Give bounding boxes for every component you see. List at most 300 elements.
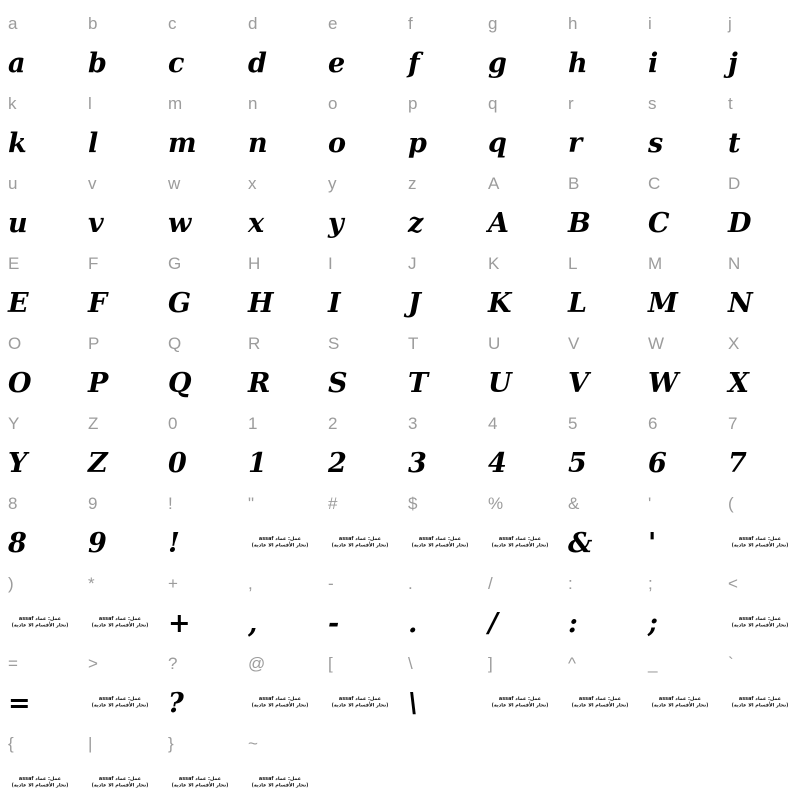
glyph-cell — [720, 80, 800, 160]
reference-char: d — [248, 14, 258, 33]
glyph-cell — [80, 80, 160, 160]
missing-glyph-watermark — [727, 696, 793, 709]
missing-glyph-watermark — [7, 616, 73, 629]
glyph-cell — [0, 320, 80, 400]
font-glyph: Y — [8, 448, 28, 479]
glyph-row — [0, 720, 800, 800]
watermark-line2: (تحار الأقسام الا عادية) — [171, 782, 229, 789]
glyph-cell — [320, 480, 400, 560]
glyph-cell — [320, 160, 400, 240]
glyph-cell — [160, 400, 240, 480]
reference-char: 6 — [648, 414, 658, 433]
glyph-row — [0, 0, 800, 80]
reference-char: p — [408, 94, 418, 113]
font-glyph: L — [568, 288, 587, 319]
font-glyph: i — [648, 48, 659, 79]
font-glyph: x — [248, 208, 265, 239]
reference-char: t — [728, 94, 733, 113]
reference-char: 1 — [248, 414, 258, 433]
glyph-cell — [720, 320, 800, 400]
font-glyph: z — [408, 208, 424, 239]
reference-char: G — [168, 254, 182, 273]
font-glyph: ' — [648, 528, 657, 559]
font-glyph: 8 — [8, 528, 27, 559]
glyph-cell — [80, 240, 160, 320]
reference-char: q — [488, 94, 498, 113]
glyph-cell — [480, 640, 560, 720]
font-glyph: b — [88, 48, 107, 79]
reference-char: h — [568, 14, 578, 33]
reference-char: $ — [408, 494, 418, 513]
font-glyph: A — [488, 208, 509, 239]
glyph-row — [0, 320, 800, 400]
glyph-row — [0, 560, 800, 640]
glyph-cell — [0, 720, 80, 800]
watermark-line1: عمل: عماد assaf — [338, 696, 382, 702]
reference-char: W — [648, 334, 665, 353]
reference-char: ) — [8, 574, 14, 593]
glyph-cell — [0, 80, 80, 160]
reference-char: ] — [488, 654, 493, 673]
missing-glyph-watermark — [727, 536, 793, 549]
watermark-line1: عمل: عماد assaf — [498, 536, 542, 542]
reference-char: C — [648, 174, 661, 193]
reference-char: M — [648, 254, 663, 273]
glyph-cell — [560, 400, 640, 480]
missing-glyph-watermark — [247, 776, 313, 789]
missing-glyph-watermark — [727, 616, 793, 629]
watermark-line2: (تحار الأقسام الا عادية) — [91, 782, 149, 789]
reference-char: I — [328, 254, 333, 273]
glyph-cell — [240, 240, 320, 320]
watermark-line1: عمل: عماد assaf — [18, 776, 62, 782]
reference-char: - — [328, 574, 334, 593]
reference-char: R — [248, 334, 261, 353]
glyph-cell — [560, 240, 640, 320]
reference-char: m — [168, 94, 183, 113]
reference-char: : — [568, 574, 573, 593]
reference-char: e — [328, 14, 338, 33]
reference-char: a — [8, 14, 18, 33]
font-glyph: p — [408, 128, 427, 159]
reference-char: ; — [648, 574, 653, 593]
watermark-line2: (تحار الأقسام الا عادية) — [651, 702, 709, 709]
reference-char: o — [328, 94, 338, 113]
glyph-cell — [480, 400, 560, 480]
watermark-line1: عمل: عماد assaf — [658, 696, 702, 702]
font-glyph: ! — [168, 528, 180, 559]
font-glyph: P — [88, 368, 109, 399]
glyph-cell — [240, 160, 320, 240]
missing-glyph-watermark — [87, 616, 153, 629]
glyph-cell — [480, 240, 560, 320]
reference-char: Z — [88, 414, 99, 433]
glyph-cell — [240, 640, 320, 720]
glyph-cell — [640, 560, 720, 640]
reference-char: * — [88, 574, 95, 593]
reference-char: u — [8, 174, 18, 193]
reference-char: @ — [248, 654, 266, 673]
reference-char: Y — [8, 414, 20, 433]
font-glyph: S — [328, 368, 348, 399]
glyph-cell — [160, 0, 240, 80]
reference-char: V — [568, 334, 580, 353]
font-glyph: y — [328, 208, 344, 239]
reference-char: S — [328, 334, 340, 353]
font-glyph: H — [248, 288, 274, 319]
glyph-cell — [160, 320, 240, 400]
font-glyph: X — [728, 368, 749, 399]
font-glyph: C — [648, 208, 670, 239]
font-glyph: h — [568, 48, 588, 79]
reference-char: 0 — [168, 414, 178, 433]
reference-char: \ — [408, 654, 413, 673]
font-glyph: I — [328, 288, 341, 319]
font-glyph: / — [488, 608, 498, 639]
glyph-cell — [720, 560, 800, 640]
glyph-row — [0, 80, 800, 160]
glyph-cell — [560, 320, 640, 400]
reference-char: ^ — [568, 654, 576, 673]
font-glyph: F — [88, 288, 108, 319]
font-glyph: 5 — [568, 448, 587, 479]
font-glyph: : — [568, 608, 578, 639]
watermark-line1: عمل: عماد assaf — [98, 616, 142, 622]
reference-char: } — [168, 734, 174, 753]
glyph-cell — [480, 80, 560, 160]
reference-char: E — [8, 254, 20, 273]
reference-char: + — [168, 574, 178, 593]
font-glyph: n — [248, 128, 268, 159]
reference-char: ( — [728, 494, 734, 513]
glyph-cell — [480, 320, 560, 400]
reference-char: 8 — [8, 494, 18, 513]
glyph-cell — [0, 240, 80, 320]
missing-glyph-watermark — [327, 696, 393, 709]
glyph-cell — [0, 560, 80, 640]
font-glyph: 3 — [408, 448, 427, 479]
reference-char: L — [568, 254, 578, 273]
font-glyph: & — [568, 528, 593, 559]
font-glyph: v — [88, 208, 104, 239]
missing-glyph-watermark — [487, 696, 553, 709]
font-glyph: ; — [648, 608, 658, 639]
watermark-line1: عمل: عماد assaf — [738, 696, 782, 702]
reference-char: ` — [728, 654, 734, 673]
font-glyph: u — [8, 208, 28, 239]
glyph-cell — [240, 720, 320, 800]
reference-char: { — [8, 734, 14, 753]
watermark-line1: عمل: عماد assaf — [418, 536, 462, 542]
font-glyph: E — [8, 288, 29, 319]
glyph-cell — [400, 640, 480, 720]
missing-glyph-watermark — [327, 536, 393, 549]
watermark-line2: (تحار الأقسام الا عادية) — [251, 782, 309, 789]
glyph-cell — [720, 480, 800, 560]
glyph-cell — [720, 0, 800, 80]
glyph-cell — [240, 400, 320, 480]
glyph-cell — [640, 480, 720, 560]
font-glyph: O — [8, 368, 32, 399]
reference-char: | — [88, 734, 93, 753]
watermark-line2: (تحار الأقسام الا عادية) — [411, 542, 469, 549]
watermark-line1: عمل: عماد assaf — [738, 616, 782, 622]
glyph-row — [0, 480, 800, 560]
glyph-cell — [160, 80, 240, 160]
glyph-cell — [80, 400, 160, 480]
glyph-cell — [0, 160, 80, 240]
font-glyph: U — [488, 368, 512, 399]
reference-char: B — [568, 174, 580, 193]
missing-glyph-watermark — [87, 696, 153, 709]
font-glyph: B — [568, 208, 591, 239]
glyph-cell — [160, 720, 240, 800]
glyph-cell — [640, 240, 720, 320]
glyph-cell — [640, 320, 720, 400]
font-glyph: T — [408, 368, 429, 399]
watermark-line1: عمل: عماد assaf — [498, 696, 542, 702]
watermark-line2: (تحار الأقسام الا عادية) — [731, 622, 789, 629]
font-glyph: Z — [88, 448, 108, 479]
reference-char: z — [408, 174, 417, 193]
glyph-cell — [640, 80, 720, 160]
reference-char: ~ — [248, 734, 258, 753]
reference-char: n — [248, 94, 258, 113]
glyph-cell — [160, 160, 240, 240]
reference-char: l — [88, 94, 92, 113]
glyph-cell — [480, 0, 560, 80]
glyph-cell — [320, 400, 400, 480]
watermark-line1: عمل: عماد assaf — [18, 616, 62, 622]
font-glyph: K — [488, 288, 512, 319]
watermark-line1: عمل: عماد assaf — [338, 536, 382, 542]
reference-char: F — [88, 254, 99, 273]
glyph-cell — [320, 560, 400, 640]
glyph-cell — [80, 480, 160, 560]
glyph-cell — [320, 320, 400, 400]
glyph-cell — [320, 240, 400, 320]
font-glyph: 0 — [168, 448, 187, 479]
reference-char: y — [328, 174, 337, 193]
watermark-line1: عمل: عماد assaf — [578, 696, 622, 702]
font-glyph: = — [8, 688, 31, 719]
font-glyph: f — [408, 48, 420, 79]
glyph-cell — [80, 320, 160, 400]
reference-char: [ — [328, 654, 333, 673]
font-glyph: . — [408, 608, 418, 639]
glyph-row — [0, 240, 800, 320]
font-glyph: ? — [168, 688, 184, 719]
glyph-cell — [240, 480, 320, 560]
reference-char: w — [168, 174, 181, 193]
reference-char: b — [88, 14, 98, 33]
font-glyph: s — [648, 128, 664, 159]
glyph-cell — [640, 160, 720, 240]
font-glyph: r — [568, 128, 583, 159]
glyph-cell — [400, 480, 480, 560]
missing-glyph-watermark — [487, 536, 553, 549]
glyph-cell — [80, 160, 160, 240]
watermark-line2: (تحار الأقسام الا عادية) — [491, 542, 549, 549]
reference-char: k — [8, 94, 17, 113]
missing-glyph-watermark — [87, 776, 153, 789]
watermark-line1: عمل: عماد assaf — [258, 776, 302, 782]
watermark-line2: (تحار الأقسام الا عادية) — [11, 622, 69, 629]
reference-char: c — [168, 14, 177, 33]
reference-char: Q — [168, 334, 182, 353]
reference-char: v — [88, 174, 97, 193]
reference-char: f — [408, 14, 413, 33]
glyph-cell — [400, 560, 480, 640]
glyph-cell — [160, 640, 240, 720]
watermark-line1: عمل: عماد assaf — [98, 696, 142, 702]
font-glyph: + — [168, 608, 191, 639]
font-glyph: q — [488, 128, 507, 159]
watermark-line1: عمل: عماد assaf — [178, 776, 222, 782]
glyph-cell — [560, 80, 640, 160]
reference-char: _ — [648, 654, 658, 673]
missing-glyph-watermark — [7, 776, 73, 789]
reference-char: ! — [168, 494, 173, 513]
reference-char: & — [568, 494, 580, 513]
reference-char: . — [408, 574, 413, 593]
font-glyph: k — [8, 128, 27, 159]
reference-char: T — [408, 334, 419, 353]
reference-char: 3 — [408, 414, 418, 433]
glyph-cell — [720, 240, 800, 320]
glyph-cell — [480, 560, 560, 640]
watermark-line2: (تحار الأقسام الا عادية) — [11, 782, 69, 789]
reference-char: X — [728, 334, 740, 353]
glyph-cell — [160, 480, 240, 560]
glyph-cell — [240, 560, 320, 640]
glyph-cell — [80, 560, 160, 640]
glyph-cell — [160, 240, 240, 320]
glyph-cell — [320, 0, 400, 80]
glyph-cell — [80, 640, 160, 720]
reference-char: g — [488, 14, 498, 33]
glyph-cell — [400, 240, 480, 320]
reference-char: A — [488, 174, 500, 193]
glyph-cell — [560, 640, 640, 720]
reference-char: r — [568, 94, 574, 113]
glyph-cell — [560, 0, 640, 80]
reference-char: D — [728, 174, 741, 193]
glyph-cell — [0, 640, 80, 720]
glyph-cell — [320, 640, 400, 720]
font-glyph: t — [728, 128, 741, 159]
glyph-cell — [560, 160, 640, 240]
reference-char: 9 — [88, 494, 98, 513]
watermark-line2: (تحار الأقسام الا عادية) — [571, 702, 629, 709]
reference-char: O — [8, 334, 22, 353]
missing-glyph-watermark — [167, 776, 233, 789]
reference-char: x — [248, 174, 257, 193]
font-glyph: M — [648, 288, 678, 319]
font-glyph: 2 — [328, 448, 347, 479]
font-glyph: - — [328, 608, 340, 639]
glyph-cell — [160, 560, 240, 640]
watermark-line1: عمل: عماد assaf — [258, 536, 302, 542]
watermark-line2: (تحار الأقسام الا عادية) — [731, 702, 789, 709]
missing-glyph-watermark — [647, 696, 713, 709]
glyph-cell — [400, 400, 480, 480]
reference-char: U — [488, 334, 501, 353]
glyph-cell — [240, 0, 320, 80]
reference-char: 2 — [328, 414, 338, 433]
font-glyph: a — [8, 48, 26, 79]
reference-char: < — [728, 574, 738, 593]
glyph-cell — [640, 400, 720, 480]
reference-char: s — [648, 94, 657, 113]
glyph-cell — [400, 80, 480, 160]
reference-char: # — [328, 494, 338, 513]
watermark-line2: (تحار الأقسام الا عادية) — [731, 542, 789, 549]
font-glyph: 9 — [88, 528, 107, 559]
reference-char: 5 — [568, 414, 578, 433]
glyph-cell — [400, 320, 480, 400]
glyph-cell — [720, 160, 800, 240]
reference-char: K — [488, 254, 500, 273]
glyph-cell — [80, 0, 160, 80]
reference-char: > — [88, 654, 98, 673]
glyph-cell — [240, 320, 320, 400]
reference-char: " — [248, 494, 255, 513]
glyph-cell — [480, 480, 560, 560]
glyph-cell — [640, 0, 720, 80]
font-glyph: d — [248, 48, 267, 79]
reference-char: j — [728, 14, 732, 33]
watermark-line2: (تحار الأقسام الا عادية) — [91, 702, 149, 709]
reference-char: H — [248, 254, 261, 273]
font-glyph: R — [248, 368, 271, 399]
font-glyph: m — [168, 128, 197, 159]
font-glyph: V — [568, 368, 589, 399]
font-glyph: 1 — [248, 448, 267, 479]
reference-char: ? — [168, 654, 178, 673]
font-glyph: l — [88, 128, 99, 159]
reference-char: P — [88, 334, 100, 353]
glyph-cell — [80, 720, 160, 800]
glyph-cell — [560, 480, 640, 560]
font-glyph: N — [728, 288, 753, 319]
watermark-line1: عمل: عماد assaf — [258, 696, 302, 702]
glyph-row — [0, 640, 800, 720]
glyph-cell — [0, 400, 80, 480]
reference-char: ' — [648, 494, 652, 513]
missing-glyph-watermark — [247, 536, 313, 549]
glyph-cell — [240, 80, 320, 160]
reference-char: , — [248, 574, 253, 593]
glyph-cell — [560, 560, 640, 640]
font-glyph: W — [648, 368, 679, 399]
glyph-cell — [720, 640, 800, 720]
font-glyph: o — [328, 128, 347, 159]
font-glyph: e — [328, 48, 346, 79]
watermark-line2: (تحار الأقسام الا عادية) — [331, 542, 389, 549]
font-glyph: 7 — [728, 448, 747, 479]
font-glyph: \ — [408, 688, 418, 719]
watermark-line2: (تحار الأقسام الا عادية) — [91, 622, 149, 629]
glyph-cell — [720, 400, 800, 480]
font-glyph: j — [728, 48, 738, 79]
glyph-cell — [640, 640, 720, 720]
watermark-line1: عمل: عماد assaf — [98, 776, 142, 782]
watermark-line2: (تحار الأقسام الا عادية) — [331, 702, 389, 709]
reference-char: J — [408, 254, 417, 273]
watermark-line2: (تحار الأقسام الا عادية) — [491, 702, 549, 709]
font-glyph: Q — [168, 368, 192, 399]
